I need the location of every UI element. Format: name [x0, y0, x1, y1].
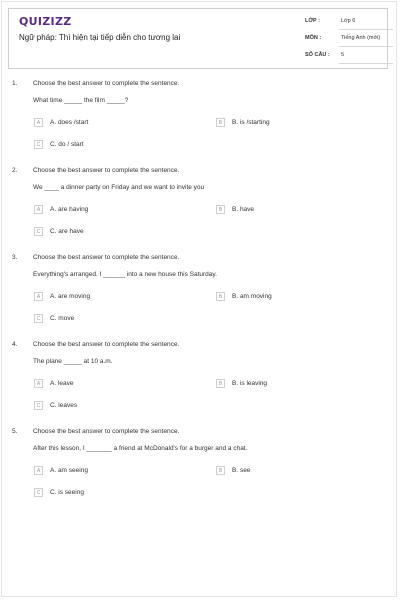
meta-value: Tiếng Anh (mới): [341, 35, 381, 41]
option-letter-box: C: [34, 227, 43, 236]
meta-divider: [339, 29, 393, 30]
option-text: A. leave: [50, 380, 74, 387]
option-letter-box: B: [216, 466, 225, 475]
option-text: B. is /starting: [232, 119, 270, 126]
meta-value: Lớp 6: [341, 18, 356, 24]
question-number: 5.: [12, 428, 18, 435]
option-letter-box: C: [34, 488, 43, 497]
question-number: 3.: [12, 254, 18, 261]
question-sentence: We ____ a dinner party on Friday and we want to invite you: [33, 184, 205, 191]
question-prompt: Choose the best answer to complete the sentence.: [33, 167, 180, 174]
question-sentence: After this lesson, I _______ a friend at McDonald's for a burger and a chat.: [33, 445, 248, 452]
option-text: C. move: [50, 315, 75, 322]
question-number: 4.: [12, 341, 18, 348]
option-text: A. am seeing: [50, 467, 88, 474]
option-letter-box: B: [216, 292, 225, 301]
meta-divider: [339, 46, 393, 47]
option-letter-box: C: [34, 140, 43, 149]
worksheet-meta: [305, 15, 383, 66]
quizizz-logo: QUIZIZZ: [19, 15, 72, 28]
option-text: C. is seeing: [50, 489, 84, 496]
meta-row-grade: [305, 15, 383, 32]
option-text: A. does /start: [50, 119, 89, 126]
option-text: B. is leaving: [232, 380, 268, 387]
question-sentence: Everything's arranged. I ______ into a new house this Saturday.: [33, 271, 217, 278]
meta-label: SỐ CÂU :: [305, 52, 330, 58]
option-letter-box: A: [34, 205, 43, 214]
meta-divider: [339, 63, 393, 64]
option-text: C. are have: [50, 228, 84, 235]
option-text: C. leaves: [50, 402, 78, 409]
worksheet-title: Ngữ pháp: Thì hiện tại tiếp diễn cho tương lai: [19, 33, 181, 42]
option-letter-box: B: [216, 205, 225, 214]
option-letter-box: B: [216, 118, 225, 127]
question-prompt: Choose the best answer to complete the sentence.: [33, 341, 180, 348]
question-sentence: The plane _____ at 10 a.m.: [33, 358, 113, 365]
option-text: C. do / start: [50, 141, 84, 148]
question-number: 1.: [12, 80, 18, 87]
option-text: B. see: [232, 467, 251, 474]
question-prompt: Choose the best answer to complete the sentence.: [33, 254, 180, 261]
option-letter-box: A: [34, 466, 43, 475]
option-letter-box: B: [216, 379, 225, 388]
option-text: A. are moving: [50, 293, 91, 300]
meta-label: MÔN :: [305, 35, 322, 41]
question-prompt: Choose the best answer to complete the sentence.: [33, 80, 180, 87]
meta-row-question-count: [305, 49, 383, 66]
question-prompt: Choose the best answer to complete the sentence.: [33, 428, 180, 435]
option-text: B. have: [232, 206, 255, 213]
option-letter-box: A: [34, 379, 43, 388]
option-letter-box: C: [34, 401, 43, 410]
option-letter-box: C: [34, 314, 43, 323]
meta-label: LỚP :: [305, 18, 320, 24]
question-number: 2.: [12, 167, 18, 174]
worksheet-header: [8, 8, 388, 69]
meta-value: 5: [341, 52, 345, 58]
option-letter-box: A: [34, 118, 43, 127]
option-text: B. am moving: [232, 293, 272, 300]
meta-row-subject: [305, 32, 383, 49]
option-letter-box: A: [34, 292, 43, 301]
option-text: A. are having: [50, 206, 89, 213]
question-sentence: What time _____ the film _____?: [33, 97, 129, 104]
